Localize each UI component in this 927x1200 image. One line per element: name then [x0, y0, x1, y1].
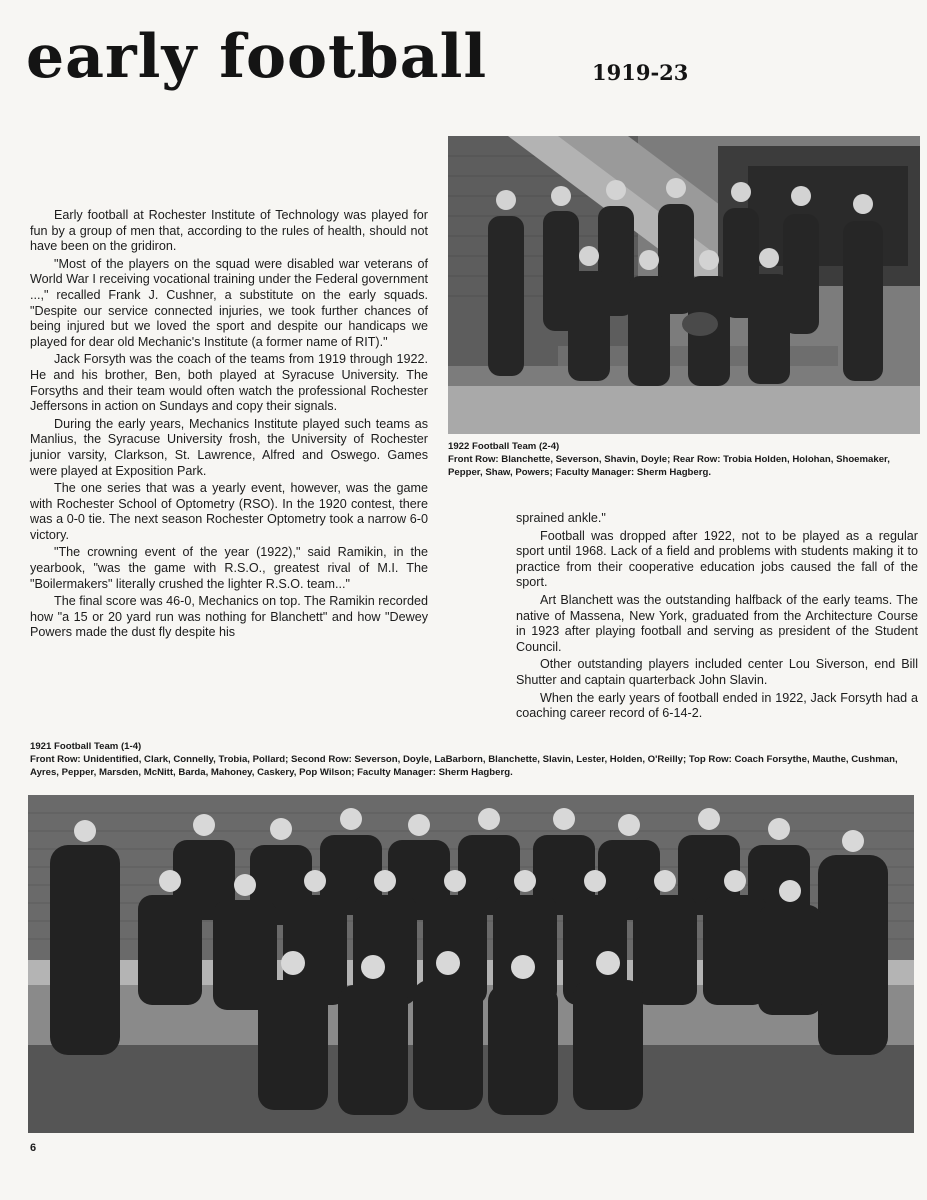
- caption-1921-text: Front Row: Unidentified, Clark, Connelly, Trobia, Pollard; Second Row: Severson, Doyle, LaBarborn, Blanchette, Slavin, Lester, Holden, O'Reilly; Top Row: Coach Forsythe, Mauthe, Cushman, Ayres, Pepper, Marsden, McNitt, Barda, Mahoney, Caskery, Pop Wilson; Faculty Manager: Sherm Hagberg.: [30, 754, 898, 778]
- caption-1922: [448, 440, 920, 479]
- paragraph: When the early years of football ended in 1922, Jack Forsyth had a coaching career record of 6-14-2.: [516, 690, 918, 721]
- article-left-column: [30, 208, 428, 643]
- page-number: 6: [30, 1142, 37, 1154]
- paragraph: Football was dropped after 1922, not to be played as a regular sport until 1968. Lack of a field and problems with students making it to practice from their cooperative education jobs caused the fall of the sport.: [516, 528, 918, 590]
- paragraph: The final score was 46-0, Mechanics on top. The Ramikin recorded how "a 15 or 20 yard run was nothing for Blanchett" and how "Dewey Powers made the dust fly despite his: [30, 594, 428, 640]
- paragraph: Jack Forsyth was the coach of the teams from 1919 through 1922. He and his brother, Ben, both played at Syracuse University. The Forsyths and their team would often watch the professional Rochester Jeffersons in action on Sundays and copy their signals.: [30, 352, 428, 414]
- caption-1921-title: 1921 Football Team (1-4): [30, 741, 142, 752]
- page-title: early football: [26, 22, 488, 92]
- team-photo-1921: [28, 795, 914, 1133]
- paragraph: Art Blanchett was the outstanding halfback of the early teams. The native of Massena, New York, graduated from the Architecture Course in 1923 after playing football and serving as president of the Student Council.: [516, 592, 918, 654]
- team-photo-1922: [448, 136, 920, 434]
- paragraph: sprained ankle.": [516, 511, 606, 525]
- article-right-column: [516, 511, 918, 724]
- paragraph: Early football at Rochester Institute of Technology was played for fun by a group of men that, according to the rules of health, should not have been on the gridiron.: [30, 208, 428, 254]
- page-years: 1919-23: [592, 60, 689, 85]
- paragraph: Other outstanding players included center Lou Siverson, end Bill Shutter and captain quarterback John Slavin.: [516, 657, 918, 687]
- paragraph: The one series that was a yearly event, however, was the game with Rochester School of Optometry (RSO). In the 1920 contest, there was a 0-0 tie. The next season Rochester Optometry took a narrow 6-0 victory.: [30, 481, 428, 542]
- caption-1922-text: Front Row: Blanchette, Severson, Shavin, Doyle; Rear Row: Trobia Holden, Holohan, Shoemaker, Pepper, Shaw, Powers; Faculty Manager: Sherm Hagberg.: [448, 454, 890, 478]
- paragraph: "Most of the players on the squad were disabled war veterans of World War I receiving vocational training under the Federal government ...," recalled Frank J. Cushner, a substitute on the early squads. "Despite our service connected injuries, we took further chances of being injured but we loved the sport and despite our handicaps we played for dear old Mechanic's Institute (a former name of RIT).": [30, 256, 428, 349]
- paragraph: "The crowning event of the year (1922)," said Ramikin, in the yearbook, "was the game with R.S.O., greatest rival of M.I. The "Boilermakers" literally crushed the lighter R.S.O. team...": [30, 545, 428, 591]
- paragraph: During the early years, Mechanics Institute played such teams as Manlius, the Syracuse University frosh, the University of Rochester junior varsity, Clarkson, St. Lawrence, Alfred and Oswego. Games were played at Exposition Park.: [30, 416, 428, 478]
- caption-1921: [30, 740, 910, 779]
- caption-1922-title: 1922 Football Team (2-4): [448, 441, 560, 452]
